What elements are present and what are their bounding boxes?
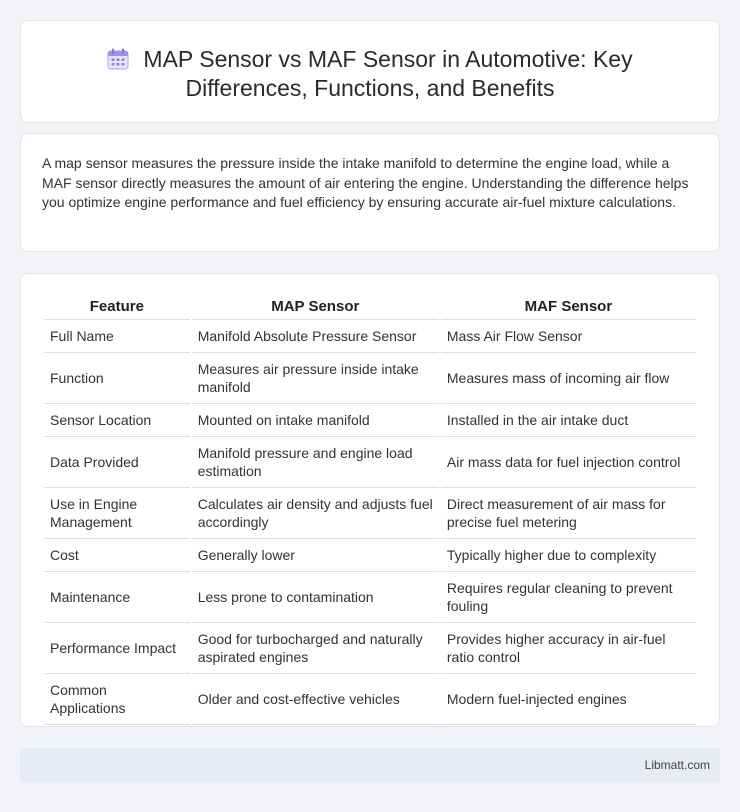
map-cell: Older and cost-effective vehicles [192, 674, 439, 725]
table-row [44, 539, 696, 572]
calendar-icon [107, 48, 129, 70]
table-row [44, 437, 696, 488]
map-cell: Manifold Absolute Pressure Sensor [192, 320, 439, 353]
map-cell: Less prone to contamination [192, 572, 439, 623]
title-text: MAP Sensor vs MAF Sensor in Automotive: Key Differences, Functions, and Benefits [143, 46, 633, 101]
maf-cell: Typically higher due to complexity [441, 539, 696, 572]
feature-cell: Sensor Location [44, 404, 190, 437]
map-cell: Good for turbocharged and naturally aspirated engines [192, 623, 439, 674]
maf-cell: Direct measurement of air mass for precise fuel metering [441, 488, 696, 539]
feature-cell: Full Name [44, 320, 190, 353]
intro-card [20, 133, 720, 252]
table-header-row [44, 294, 696, 320]
feature-cell: Data Provided [44, 437, 190, 488]
maf-cell: Mass Air Flow Sensor [441, 320, 696, 353]
comparison-table-card [20, 273, 720, 727]
intro-paragraph: A map sensor measures the pressure inside the intake manifold to determine the engine load, while a MAF sensor directly measures the amount of air entering the engine. Understanding the difference helps you optimize engine performance and fuel efficiency by ensuring accurate air-fuel mixture calculations. [42, 155, 689, 210]
maf-cell: Installed in the air intake duct [441, 404, 696, 437]
maf-cell: Air mass data for fuel injection control [441, 437, 696, 488]
maf-cell: Modern fuel-injected engines [441, 674, 696, 725]
maf-cell: Provides higher accuracy in air-fuel ratio control [441, 623, 696, 674]
map-cell: Mounted on intake manifold [192, 404, 439, 437]
maf-cell: Requires regular cleaning to prevent fouling [441, 572, 696, 623]
feature-cell: Use in Engine Management [44, 488, 190, 539]
feature-cell: Cost [44, 539, 190, 572]
feature-cell: Maintenance [44, 572, 190, 623]
map-cell: Manifold pressure and engine load estimation [192, 437, 439, 488]
header-feature: Feature [44, 294, 190, 320]
header-maf-sensor: MAF Sensor [441, 294, 696, 320]
feature-cell: Common Applications [44, 674, 190, 725]
table-row [44, 674, 696, 725]
table-row [44, 404, 696, 437]
map-cell: Generally lower [192, 539, 439, 572]
feature-cell: Function [44, 353, 190, 404]
feature-cell: Performance Impact [44, 623, 190, 674]
comparison-table [42, 294, 698, 725]
title-card [20, 20, 720, 123]
table-row [44, 623, 696, 674]
page-title [21, 45, 719, 103]
table-row [44, 488, 696, 539]
table-row [44, 572, 696, 623]
footer-bar [20, 748, 720, 782]
maf-cell: Measures mass of incoming air flow [441, 353, 696, 404]
map-cell: Measures air pressure inside intake manifold [192, 353, 439, 404]
table-row [44, 320, 696, 353]
footer-site-link[interactable]: Libmatt.com [644, 758, 710, 772]
table-row [44, 353, 696, 404]
map-cell: Calculates air density and adjusts fuel accordingly [192, 488, 439, 539]
header-map-sensor: MAP Sensor [192, 294, 439, 320]
